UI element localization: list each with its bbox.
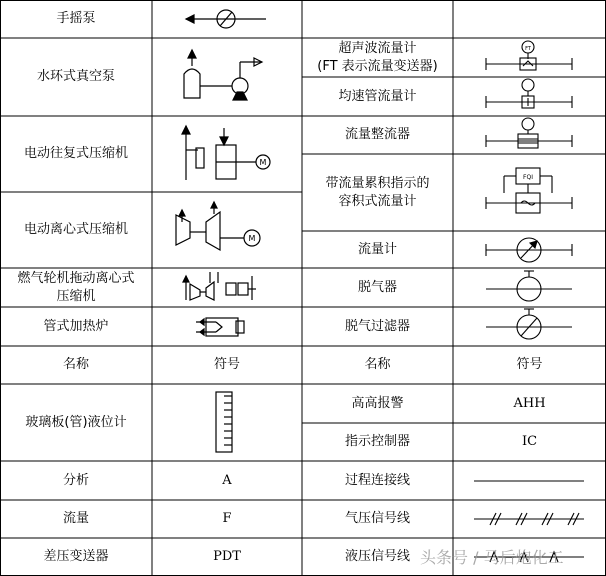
symbol-indicating-controller: IC [521,434,538,449]
name-process-connection-line: 过程连接线 [344,472,410,488]
name-indicating-controller: 指示控制器 [344,434,410,449]
averaging-pitot-icon [486,79,572,108]
hand-pump-icon [186,10,266,28]
symbol-analysis: A [222,472,232,488]
name-averaging-pitot: 均速管流量计 [338,88,417,104]
name-high-high-alarm: 高高报警 [351,395,404,411]
name-flowmeter: 流量计 [357,241,397,257]
water-ring-vacuum-pump-icon [184,50,262,100]
name-hydraulic-signal-line: 液压信号线 [344,549,410,564]
name-volumetric-totalizer: 带流量累积指示的 容积式流量计 [325,175,430,209]
symbol-dp-transmitter: PDT [213,549,241,564]
tube-furnace-icon [196,318,244,336]
name-pneumatic-signal-line: 气压信号线 [344,511,410,526]
name-tube-furnace: 管式加热炉 [43,318,109,334]
flowmeter-icon [486,238,572,262]
name-flow: 流量 [62,511,89,526]
centrifugal-compressor-icon [176,202,260,250]
volumetric-tag-label: FQI [523,174,533,181]
name-degasser: 脱气器 [357,279,397,295]
symbol-flow: F [222,511,232,526]
name-gas-turbine-compressor: 燃气轮机拖动离心式 压缩机 [17,270,135,304]
reciprocating-compressor-icon [182,126,270,180]
header-name-left: 名称 [62,357,89,372]
degassing-filter-icon [486,309,572,339]
name-degassing-filter: 脱气过滤器 [344,318,410,334]
name-glass-level-gauge: 玻璃板(管)液位计 [25,414,127,430]
flow-straightener-icon [486,118,572,148]
pneumatic-signal-line-icon [474,513,584,525]
motor-label-2: M [248,234,256,243]
glass-level-gauge-icon [216,392,232,452]
name-analysis: 分析 [62,472,89,488]
name-centrifugal-compressor: 电动离心式压缩机 [23,222,128,237]
name-hand-pump: 手摇泵 [56,11,96,26]
motor-label-1: M [259,158,267,167]
gas-turbine-compressor-icon [183,272,256,300]
name-water-ring-vacuum-pump: 水环式真空泵 [36,69,115,84]
watermark: 头条号 / 马后炮化工 [420,548,564,567]
ultrasonic-tag-label: FT [525,46,531,52]
degasser-icon [486,271,572,301]
header-symbol-left: 符号 [213,357,240,372]
header-name-right: 名称 [364,357,391,372]
name-dp-transmitter: 差压变送器 [43,549,109,564]
name-reciprocating-compressor: 电动往复式压缩机 [23,146,128,161]
symbol-high-high-alarm: AHH [513,395,546,411]
name-flow-straightener: 流量整流器 [344,127,410,142]
name-ultrasonic-flowmeter: 超声波流量计 (FT 表示流量变送器) [317,40,438,74]
header-symbol-right: 符号 [516,357,543,372]
